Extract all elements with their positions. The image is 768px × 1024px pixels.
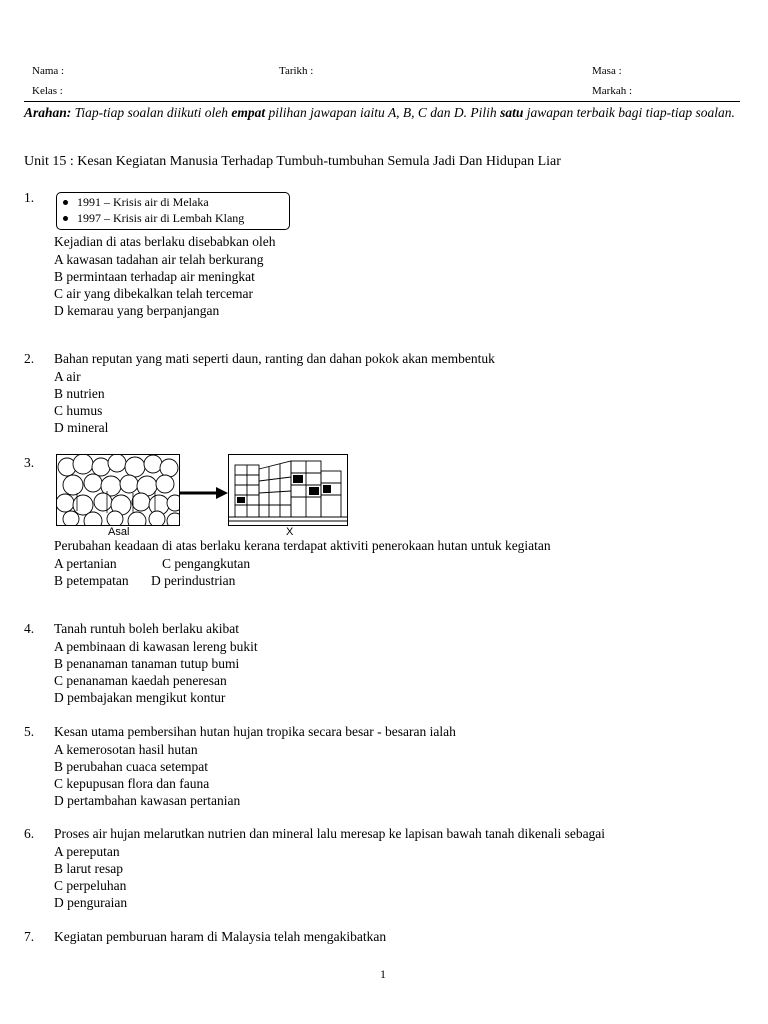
option: C humus — [54, 403, 103, 418]
caption-left: Asal — [108, 526, 130, 538]
question-1-info-box — [56, 192, 290, 230]
kelas-label: Kelas : — [32, 85, 63, 97]
question-stem: Bahan reputan yang mati seperti daun, ranting dan dahan pokok akan membentuk — [54, 351, 495, 366]
instruction-text-1: Tiap-tiap soalan diikuti oleh — [71, 105, 232, 120]
option: D pertambahan kawasan pertanian — [54, 793, 241, 808]
option: D pembajakan mengikut kontur — [54, 690, 226, 705]
option: B petempatan — [54, 573, 129, 588]
question-stem: Kesan utama pembersihan hutan hujan tropika secara besar - besaran ialah — [54, 724, 456, 739]
page-number: 1 — [380, 967, 386, 981]
question-stem: Proses air hujan melarutkan nutrien dan mineral lalu meresap ke lapisan bawah tanah dikenali sebagai — [54, 826, 606, 841]
instruction-text-2: pilihan jawapan iaitu A, B, C dan D. Pilih — [265, 105, 501, 120]
question-stem: Kegiatan pemburuan haram di Malaysia telah mengakibatkan — [54, 929, 387, 944]
tarikh-label: Tarikh : — [279, 65, 314, 77]
option: A pereputan — [54, 844, 120, 859]
option: D penguraian — [54, 895, 128, 910]
instruction-bold-2: satu — [500, 105, 524, 120]
box-item: 1991 – Krisis air di Melaka — [77, 195, 209, 209]
option: C pengangkutan — [162, 556, 251, 571]
question-number: 6. — [24, 826, 35, 841]
option: B penanaman tanaman tutup bumi — [54, 656, 240, 671]
masa-label: Masa : — [592, 65, 622, 77]
instruction — [24, 105, 746, 121]
option: A kemerosotan hasil hutan — [54, 742, 198, 757]
instruction-label: Arahan: — [24, 105, 72, 120]
arrow-right-icon — [180, 486, 228, 500]
option: D perindustrian — [151, 573, 236, 588]
box-item: 1997 – Krisis air di Lembah Klang — [77, 211, 245, 225]
option: D kemarau yang berpanjangan — [54, 303, 220, 318]
question-number: 3. — [24, 455, 35, 470]
question-stem: Kejadian di atas berlaku disebabkan oleh — [54, 234, 276, 249]
option: C air yang dibekalkan telah tercemar — [54, 286, 254, 301]
bullet-icon — [63, 200, 68, 205]
nama-label: Nama : — [32, 65, 65, 77]
option: A air — [54, 369, 81, 384]
header-rule — [24, 101, 740, 102]
option: B nutrien — [54, 386, 105, 401]
question-stem: Tanah runtuh boleh berlaku akibat — [54, 621, 239, 636]
building-image — [228, 454, 348, 526]
option: C kepupusan flora dan fauna — [54, 776, 210, 791]
building-icon — [229, 455, 347, 525]
question-number: 1. — [24, 190, 35, 205]
option: A pembinaan di kawasan lereng bukit — [54, 639, 258, 654]
unit-title: Unit 15 : Kesan Kegiatan Manusia Terhadap Tumbuh-tumbuhan Semula Jadi Dan Hidupan Liar — [24, 154, 561, 169]
caption-right: X — [286, 526, 294, 538]
markah-label: Markah : — [592, 85, 633, 97]
forest-image — [56, 454, 180, 526]
bullet-icon — [63, 216, 68, 221]
instruction-text-3: jawapan terbaik bagi tiap-tiap soalan. — [523, 105, 735, 120]
forest-icon — [57, 455, 179, 525]
instruction-bold-1: empat — [231, 105, 266, 120]
option: A kawasan tadahan air telah berkurang — [54, 252, 264, 267]
option: C penanaman kaedah peneresan — [54, 673, 227, 688]
option: C perpeluhan — [54, 878, 127, 893]
option: D mineral — [54, 420, 109, 435]
option: B permintaan terhadap air meningkat — [54, 269, 255, 284]
question-number: 7. — [24, 929, 35, 944]
question-number: 2. — [24, 351, 35, 366]
question-number: 5. — [24, 724, 35, 739]
option: B perubahan cuaca setempat — [54, 759, 209, 774]
option: B larut resap — [54, 861, 123, 876]
question-number: 4. — [24, 621, 35, 636]
question-stem: Perubahan keadaan di atas berlaku kerana terdapat aktiviti penerokaan hutan untuk kegiatan — [54, 538, 551, 553]
option: A pertanian — [54, 556, 117, 571]
